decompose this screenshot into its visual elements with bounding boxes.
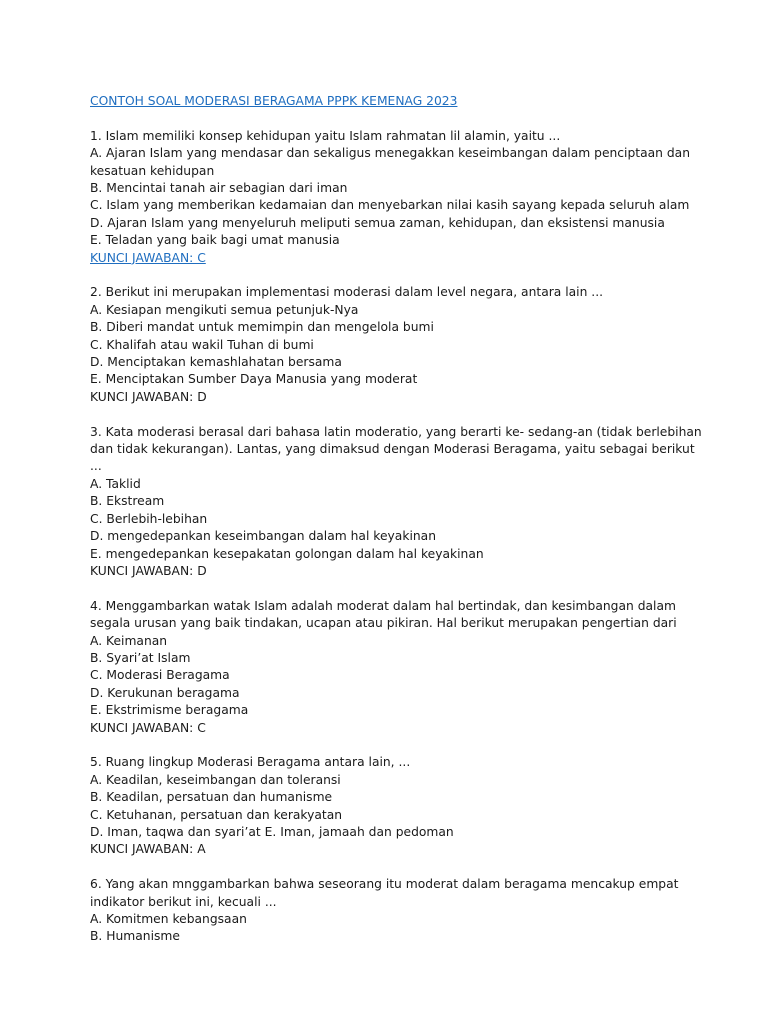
option-a: A. Keadilan, keseimbangan dan toleransi <box>90 772 341 787</box>
question-3 <box>90 424 708 581</box>
question-text: 6. Yang akan mnggambarkan bahwa seseorang itu moderat dalam beragama mencakup empat indikator berikut ini, kecuali ... <box>90 877 679 909</box>
option-c: C. Moderasi Beragama <box>90 668 230 683</box>
option-b: B. Mencintai tanah air sebagian dari iman <box>90 181 348 196</box>
option-a: A. Ajaran Islam yang mendasar dan sekaligus menegakkan keseimbangan dalam penciptaan dan kesatuan kehidupan <box>90 146 691 178</box>
option-d: D. Menciptakan kemashlahatan bersama <box>90 355 342 370</box>
option-c: C. Berlebih-lebihan <box>90 511 208 526</box>
answer-key: KUNCI JAWABAN: D <box>90 389 207 404</box>
answer-key: KUNCI JAWABAN: D <box>90 563 207 578</box>
answer-key: KUNCI JAWABAN: A <box>90 842 206 857</box>
answer-key-link[interactable]: KUNCI JAWABAN: C <box>90 250 206 265</box>
option-b: B. Humanisme <box>90 929 180 944</box>
question-text: 4. Menggambarkan watak Islam adalah moderat dalam hal bertindak, dan kesimbangan dalam segala urusan yang baik tindakan, ucapan atau pikiran. Hal berikut merupakan pengertian dari <box>90 598 677 631</box>
option-c: C. Ketuhanan, persatuan dan kerakyatan <box>90 807 343 822</box>
option-b: B. Diberi mandat untuk memimpin dan mengelola bumi <box>90 320 434 335</box>
option-c: C. Khalifah atau wakil Tuhan di bumi <box>90 337 314 352</box>
option-a: A. Kesiapan mengikuti semua petunjuk-Nya <box>90 302 359 317</box>
question-6 <box>90 876 708 946</box>
option-a: A. Keimanan <box>90 633 168 648</box>
question-1 <box>90 128 708 267</box>
option-b: B. Syari’at Islam <box>90 650 191 665</box>
option-e: E. mengedepankan kesepakatan golongan dalam hal keyakinan <box>90 546 484 561</box>
option-c: C. Islam yang memberikan kedamaian dan menyebarkan nilai kasih sayang kepada seluruh alam <box>90 198 690 213</box>
option-d: D. Kerukunan beragama <box>90 685 240 700</box>
option-d: D. mengedepankan keseimbangan dalam hal keyakinan <box>90 529 436 544</box>
question-2 <box>90 284 708 406</box>
option-a: A. Komitmen kebangsaan <box>90 912 247 926</box>
option-d: D. Iman, taqwa dan syari’at E. Iman, jamaah dan pedoman <box>90 824 454 839</box>
option-e: E. Menciptakan Sumber Daya Manusia yang moderat <box>90 372 418 387</box>
question-text: 3. Kata moderasi berasal dari bahasa latin moderatio, yang berarti ke- sedang-an (tidak berlebihan dan tidak kekurangan). Lantas, yang dimaksud dengan Moderasi Beragama, yaitu sebagai berikut ... <box>90 424 702 474</box>
answer-key: KUNCI JAWABAN: C <box>90 720 206 735</box>
question-text: 5. Ruang lingkup Moderasi Beragama antara lain, ... <box>90 755 411 770</box>
option-d: D. Ajaran Islam yang menyeluruh meliputi semua zaman, kehidupan, dan eksistensi manusia <box>90 215 665 230</box>
document-title-link[interactable]: CONTOH SOAL MODERASI BERAGAMA PPPK KEMENAG 2023 <box>90 94 458 108</box>
question-4 <box>90 598 708 737</box>
question-5 <box>90 754 708 858</box>
option-a: A. Taklid <box>90 476 141 491</box>
option-e: E. Ekstrimisme beragama <box>90 703 249 718</box>
option-e: E. Teladan yang baik bagi umat manusia <box>90 233 340 248</box>
question-text: 1. Islam memiliki konsep kehidupan yaitu Islam rahmatan lil alamin, yaitu ... <box>90 128 561 143</box>
question-text: 2. Berikut ini merupakan implementasi moderasi dalam level negara, antara lain ... <box>90 285 604 300</box>
option-b: B. Keadilan, persatuan dan humanisme <box>90 790 333 805</box>
option-b: B. Ekstream <box>90 494 165 509</box>
